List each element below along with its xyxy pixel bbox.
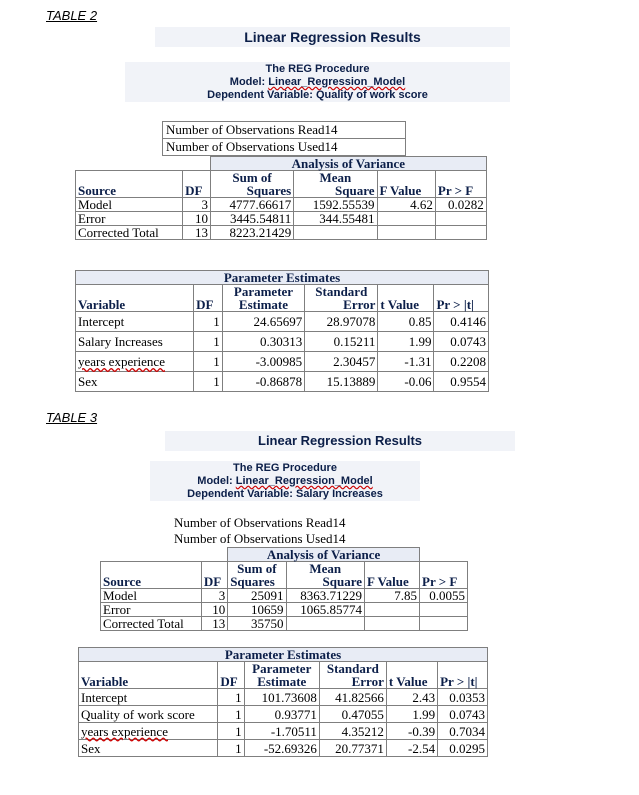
table2-obs-block — [162, 121, 406, 156]
anova3-df: 3 — [201, 589, 227, 603]
params2-h-df: DF — [194, 298, 223, 312]
params2-variable: Salary Increases — [76, 332, 194, 352]
params2-t: -0.06 — [378, 372, 434, 392]
params2-t: 1.99 — [378, 332, 434, 352]
anova3-f: 7.85 — [365, 589, 420, 603]
table2-obs-read: Number of Observations Read14 — [162, 121, 406, 139]
params3-variable: years experience — [79, 723, 218, 740]
params3-est: -1.70511 — [244, 723, 319, 740]
anova2-f: 4.62 — [377, 198, 435, 212]
anova3-p — [420, 603, 468, 617]
anova2-f — [377, 212, 435, 226]
params3-est: -52.69326 — [244, 740, 319, 757]
table3-proc-block — [150, 462, 420, 501]
anova2-row — [76, 226, 493, 240]
anova2-p — [435, 226, 486, 240]
params2-t: 0.85 — [378, 312, 434, 332]
anova2-row — [76, 198, 493, 212]
table3-model-name: Linear_Regression_Model — [235, 475, 373, 487]
params2-row — [76, 332, 489, 352]
params3-variable: Quality of work score — [79, 706, 218, 723]
anova3-source: Model — [101, 589, 202, 603]
anova2-df: 13 — [183, 226, 211, 240]
params2-h-est-bottom: Estimate — [222, 298, 304, 312]
params2-variable: years experience — [76, 352, 194, 372]
table3-params — [78, 647, 488, 757]
params3-se: 4.35212 — [319, 723, 386, 740]
anova2-p: 0.0282 — [435, 198, 486, 212]
params2-df: 1 — [194, 332, 223, 352]
anova3-ms: 8363.71229 — [286, 589, 365, 603]
table3-anova — [100, 547, 468, 631]
table3-procedure: The REG Procedure — [233, 462, 337, 474]
params2-h-se-top: Standard — [305, 285, 378, 299]
table3-model-prefix: Model: — [197, 475, 236, 487]
table2-params-caption: Parameter Estimates — [76, 271, 489, 285]
params3-h-est-top: Parameter — [244, 662, 319, 676]
anova2-df: 10 — [183, 212, 211, 226]
anova2-source: Corrected Total — [76, 226, 183, 240]
params3-df: 1 — [218, 740, 244, 757]
params3-h-est-bottom: Estimate — [244, 675, 319, 689]
params3-row — [79, 706, 488, 723]
anova3-f — [365, 603, 420, 617]
params3-row — [79, 723, 488, 740]
params3-df: 1 — [218, 706, 244, 723]
anova3-p — [420, 617, 468, 631]
anova3-h-p: Pr > F — [420, 575, 468, 589]
anova2-ss: 8223.21429 — [210, 226, 293, 240]
params3-variable: Sex — [79, 740, 218, 757]
anova3-h-ms-top: Mean — [286, 562, 365, 576]
anova2-h-source: Source — [76, 184, 183, 198]
anova2-h-ss-bottom: Squares — [210, 184, 293, 198]
params2-h-est-top: Parameter — [222, 285, 304, 299]
params2-variable: Intercept — [76, 312, 194, 332]
params3-p: 0.0295 — [438, 740, 488, 757]
params2-est: -3.00985 — [222, 352, 304, 372]
params3-h-variable: Variable — [79, 675, 218, 689]
anova3-f — [365, 617, 420, 631]
params2-h-p: Pr > |t| — [434, 298, 489, 312]
anova3-h-ms-bottom: Square — [286, 575, 365, 589]
anova2-ms: 1592.55539 — [294, 198, 377, 212]
params2-variable: Sex — [76, 372, 194, 392]
params3-df: 1 — [218, 689, 244, 706]
params3-p: 0.0743 — [438, 706, 488, 723]
anova3-source: Error — [101, 603, 202, 617]
params3-t: -2.54 — [386, 740, 437, 757]
params2-se: 15.13889 — [305, 372, 378, 392]
params2-df: 1 — [194, 372, 223, 392]
params3-t: -0.39 — [386, 723, 437, 740]
anova2-source: Error — [76, 212, 183, 226]
params2-row — [76, 372, 489, 392]
params3-se: 0.47055 — [319, 706, 386, 723]
params3-t: 2.43 — [386, 689, 437, 706]
table3-dependent: Dependent Variable: Salary Increases — [187, 488, 383, 500]
params2-df: 1 — [194, 352, 223, 372]
table2-title: Linear Regression Results — [244, 29, 421, 45]
params2-h-se-bottom: Error — [305, 298, 378, 312]
params3-variable: Intercept — [79, 689, 218, 706]
params2-h-t: t Value — [378, 298, 434, 312]
table2-obs-used: Number of Observations Used14 — [162, 139, 406, 156]
anova3-h-df: DF — [201, 575, 227, 589]
anova2-ms: 344.55481 — [294, 212, 377, 226]
anova2-h-ss-top: Sum of — [210, 171, 293, 185]
anova2-f — [377, 226, 435, 240]
params2-p: 0.2208 — [434, 352, 489, 372]
anova2-h-ms-top: Mean — [294, 171, 377, 185]
params2-row — [76, 352, 489, 372]
params2-t: -1.31 — [378, 352, 434, 372]
params2-p: 0.9554 — [434, 372, 489, 392]
anova2-row — [76, 212, 493, 226]
table3-title: Linear Regression Results — [258, 433, 422, 448]
table3-obs-read: Number of Observations Read14 — [174, 515, 346, 530]
params3-est: 0.93771 — [244, 706, 319, 723]
anova2-h-p: Pr > F — [435, 184, 486, 198]
anova3-ss: 25091 — [228, 589, 286, 603]
anova3-ms — [286, 617, 365, 631]
params3-se: 20.77371 — [319, 740, 386, 757]
params2-p: 0.0743 — [434, 332, 489, 352]
params2-se: 28.97078 — [305, 312, 378, 332]
anova3-ms: 1065.85774 — [286, 603, 365, 617]
params2-est: 0.30313 — [222, 332, 304, 352]
anova3-df: 10 — [201, 603, 227, 617]
params2-p: 0.4146 — [434, 312, 489, 332]
anova2-ms — [294, 226, 377, 240]
anova2-source: Model — [76, 198, 183, 212]
table3-label: TABLE 3 — [46, 410, 98, 425]
params2-est: 24.65697 — [222, 312, 304, 332]
anova3-row — [101, 603, 468, 617]
anova3-source: Corrected Total — [101, 617, 202, 631]
table3-model-line — [150, 475, 420, 488]
params3-h-p: Pr > |t| — [438, 675, 488, 689]
table3-obs-block — [171, 515, 405, 547]
anova3-h-source: Source — [101, 575, 202, 589]
params2-h-variable: Variable — [76, 298, 194, 312]
table3-params-caption: Parameter Estimates — [79, 648, 488, 662]
anova2-ss: 4777.66617 — [210, 198, 293, 212]
anova3-ss: 10659 — [228, 603, 286, 617]
anova2-p — [435, 212, 486, 226]
table3-anova-caption: Analysis of Variance — [228, 548, 420, 562]
table2-model-prefix: Model: — [229, 76, 269, 88]
params3-h-t: t Value — [386, 675, 437, 689]
params3-h-df: DF — [218, 675, 244, 689]
table2-params — [75, 270, 489, 392]
anova2-ss: 3445.54811 — [210, 212, 293, 226]
params2-df: 1 — [194, 312, 223, 332]
anova3-h-ss-bottom: Squares — [228, 575, 286, 589]
anova3-row — [101, 617, 468, 631]
anova3-row — [101, 589, 468, 603]
anova3-ss: 35750 — [228, 617, 286, 631]
anova2-df: 3 — [183, 198, 211, 212]
table2-procedure: The REG Procedure — [265, 63, 370, 75]
table3-obs-used: Number of Observations Used14 — [174, 531, 346, 546]
params3-se: 41.82566 — [319, 689, 386, 706]
table2-label: TABLE 2 — [46, 8, 98, 23]
anova2-h-df: DF — [183, 184, 211, 198]
params3-est: 101.73608 — [244, 689, 319, 706]
params2-se: 0.15211 — [305, 332, 378, 352]
anova3-p: 0.0055 — [420, 589, 468, 603]
anova2-h-ms-bottom: Square — [294, 184, 377, 198]
params3-row — [79, 740, 488, 757]
params3-p: 0.0353 — [438, 689, 488, 706]
anova3-h-ss-top: Sum of — [228, 562, 286, 576]
anova3-df: 13 — [201, 617, 227, 631]
table2-model-name: Linear_Regression_Model — [268, 76, 406, 88]
params2-se: 2.30457 — [305, 352, 378, 372]
params3-h-se-top: Standard — [319, 662, 386, 676]
params3-h-se-bottom: Error — [319, 675, 386, 689]
table2-anova-caption: Analysis of Variance — [210, 157, 486, 171]
params2-row — [76, 312, 489, 332]
params3-df: 1 — [218, 723, 244, 740]
params3-p: 0.7034 — [438, 723, 488, 740]
table2-dependent: Dependent Variable: Quality of work score — [207, 89, 428, 101]
table2-model-line — [125, 76, 510, 89]
params2-est: -0.86878 — [222, 372, 304, 392]
anova2-h-f: F Value — [377, 184, 435, 198]
table2-anova — [75, 156, 493, 240]
params3-row — [79, 689, 488, 706]
table2-proc-block — [125, 63, 510, 102]
anova3-h-f: F Value — [365, 575, 420, 589]
params3-t: 1.99 — [386, 706, 437, 723]
